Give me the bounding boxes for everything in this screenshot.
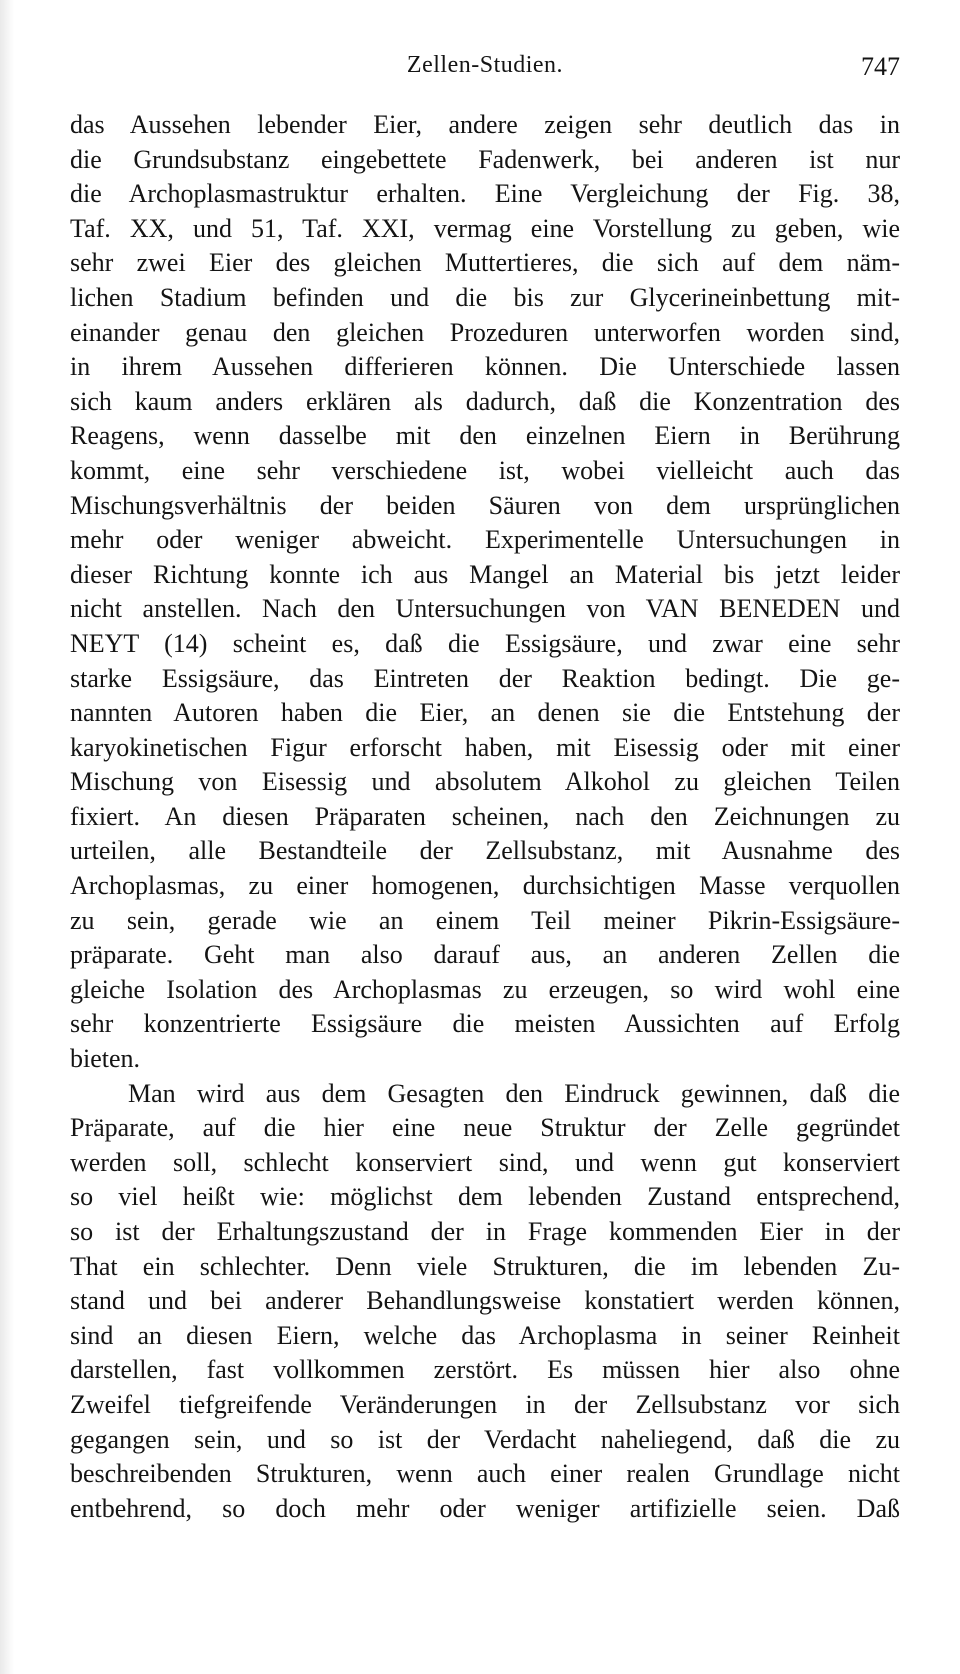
text-line: NEYT (14) scheint es, daß die Essigsäure, und zwar eine sehr	[70, 628, 900, 658]
text-line: die Archoplasmastruktur erhalten. Eine Vergleichung der Fig. 38,	[70, 179, 900, 209]
text-line: starke Essigsäure, das Eintreten der Reaktion bedingt. Die ge-	[70, 663, 900, 693]
text-line: sehr zwei Eier des gleichen Muttertieres, die sich auf dem näm-	[70, 248, 900, 278]
text-line: das Aussehen lebender Eier, andere zeigen sehr deutlich das in	[70, 110, 900, 139]
text-line: Mischungsverhältnis der beiden Säuren von dem ursprünglichen	[70, 490, 900, 520]
text-line: beschreibenden Strukturen, wenn auch einer realen Grundlage nicht	[70, 1459, 900, 1489]
text-line: stand und bei anderer Behandlungsweise konstatiert werden können,	[70, 1286, 900, 1316]
text-line: Archoplasmas, zu einer homogenen, durchsichtigen Masse verquollen	[70, 871, 900, 901]
text-line: sind an diesen Eiern, welche das Archoplasma in seiner Reinheit	[70, 1320, 900, 1350]
text-line: That ein schlechter. Denn viele Strukturen, die im lebenden Zu-	[70, 1251, 900, 1281]
text-line: sehr konzentrierte Essigsäure die meisten Aussichten auf Erfolg	[70, 1009, 900, 1039]
text-line: so ist der Erhaltungszustand der in Frage kommenden Eier in der	[70, 1217, 900, 1246]
page-edge-shadow	[0, 0, 14, 1674]
text-line: nicht anstellen. Nach den Untersuchungen von VAN BENEDEN und	[70, 594, 900, 624]
text-line: mehr oder weniger abweicht. Experimentelle Untersuchungen in	[70, 525, 900, 555]
text-line: Taf. XX, und 51, Taf. XXI, vermag eine Vorstellung zu geben, wie	[70, 213, 900, 243]
paragraph	[70, 1077, 900, 1527]
text-line: werden soll, schlecht konserviert sind, und wenn gut konserviert	[70, 1147, 900, 1177]
text-line: lichen Stadium befinden und die bis zur Glycerineinbettung mit-	[70, 282, 900, 312]
text-line: Reagens, wenn dasselbe mit den einzelnen Eiern in Berührung	[70, 421, 900, 451]
text-line: urteilen, alle Bestandteile der Zellsubstanz, mit Ausnahme des	[70, 836, 900, 866]
text-line: zu sein, gerade wie an einem Teil meiner Pikrin-Essigsäure-	[70, 905, 900, 935]
text-line: sich kaum anders erklären als dadurch, daß die Konzentration des	[70, 386, 900, 416]
text-line: gegangen sein, und so ist der Verdacht naheliegend, daß die zu	[70, 1424, 900, 1454]
paragraph	[70, 108, 900, 1077]
text-line: Zweifel tiefgreifende Veränderungen in der Zellsubstanz vor sich	[70, 1389, 900, 1419]
body-text	[70, 108, 900, 1526]
text-line: gleiche Isolation des Archoplasmas zu erzeugen, so wird wohl eine	[70, 974, 900, 1004]
text-line: so viel heißt wie: möglichst dem lebenden Zustand entsprechend,	[70, 1182, 900, 1212]
text-line: darstellen, fast vollkommen zerstört. Es müssen hier also ohne	[70, 1355, 900, 1385]
text-line: kommt, eine sehr verschiedene ist, wobei vielleicht auch das	[70, 455, 900, 485]
text-line: fixiert. An diesen Präparaten scheinen, nach den Zeichnungen zu	[70, 801, 900, 831]
text-line: karyokinetischen Figur erforscht haben, mit Eisessig oder mit einer	[70, 732, 900, 762]
text-line: die Grundsubstanz eingebettete Fadenwerk, bei anderen ist nur	[70, 144, 900, 174]
text-line: nannten Autoren haben die Eier, an denen sie die Entstehung der	[70, 698, 900, 728]
page-number: 747	[861, 52, 900, 81]
text-line: Man wird aus dem Gesagten den Eindruck gewinnen, daß die	[128, 1078, 900, 1108]
text-line: Mischung von Eisessig und absolutem Alkohol zu gleichen Teilen	[70, 767, 900, 797]
text-line: präparate. Geht man also darauf aus, an anderen Zellen die	[70, 940, 900, 970]
text-line: entbehrend, so doch mehr oder weniger artifizielle seien. Daß	[70, 1493, 900, 1523]
text-line: dieser Richtung konnte ich aus Mangel an Material bis jetzt leider	[70, 559, 900, 589]
text-line: in ihrem Aussehen differieren können. Die Unterschiede lassen	[70, 352, 900, 382]
text-line: bieten.	[70, 1044, 141, 1074]
running-title: Zellen-Studien.	[406, 52, 564, 78]
page-header	[70, 52, 900, 88]
text-line: einander genau den gleichen Prozeduren unterworfen worden sind,	[70, 317, 900, 347]
text-line: Präparate, auf die hier eine neue Struktur der Zelle gegründet	[70, 1113, 900, 1143]
